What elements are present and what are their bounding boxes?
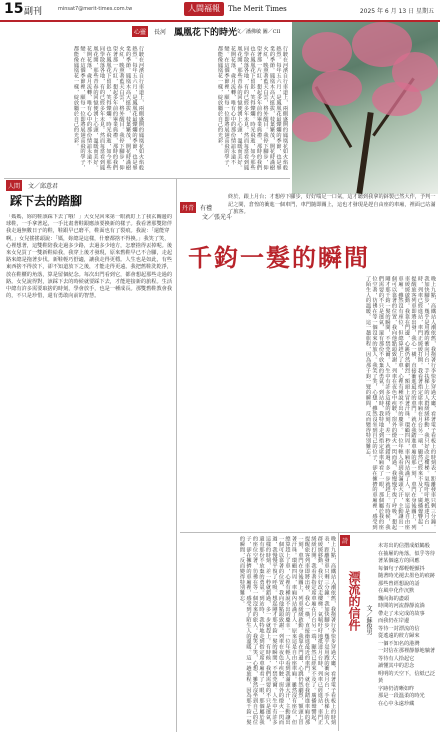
- divider: [4, 178, 290, 179]
- article-1-tag: 心靈: [132, 26, 148, 37]
- divider: [338, 533, 339, 731]
- article-3-title: 千鈞一髮的瞬間: [188, 244, 370, 272]
- article-2-tag: 人間: [6, 180, 22, 191]
- article-4: [340, 535, 436, 731]
- article-3-lead: 終於，跟上月台；才想停下腳步，好好喘足一口氣，這才聽到我拿的鉢製已然大作，予判一記之間，倉惶的衝進一個車門，車門隨即關上，這也才發現是趕自由座的車廂，裡面已站滿了旅客。: [228, 194, 436, 215]
- page-number: 15: [4, 1, 24, 17]
- article-4-poem: 未寄出的信摺成紙鶴般 在抽屜的角落，似乎等待著某個遠方的回應 每個句子都輕輕顫抖 隨著時光褪去墨色的痕跡 那些曾經想說的話 在風中化作沉默 飄向海的盡頭 時間的河流靜靜流淌 帶走了未完成的故事 而我仍在岸邊 等待一封漂流的信 從遙遠的彼方歸來 一個不知名的港灣 一封信在那裡靜靜地躺著 等待有人拾起它 讀懂其中的思念 明明的天空下，信紙已泛黃 字跡仍清晰如昨 那是一段溫柔的時光 在心中永遠珍藏: [378, 543, 436, 707]
- article-2-author: 文／邱意君: [28, 183, 59, 190]
- english-name: The Merit Times: [228, 5, 287, 13]
- article-2-title: 踩下去的踏腳: [10, 194, 83, 208]
- article-3-tag: 丹青: [180, 202, 196, 213]
- article-4-tag: 詩: [340, 535, 350, 546]
- blossom-photo: [292, 22, 438, 194]
- contact-email[interactable]: minsat7@merit-times.com.tw: [58, 6, 133, 12]
- article-1-title: 鳳凰花下的時光: [174, 28, 238, 38]
- article-4-author: 文／蘇俊男: [365, 605, 372, 635]
- article-2-header: [4, 180, 154, 208]
- article-1-body-cont: 行駛在河濱自行車道上，兩側盛開的鳳凰花如火焰般熱烈。每年五六月，是鳳凰花最燦爛的季節，也是畢業的季節。鳳凰木高大挺拔，枝葉繁茂，開花時滿樹火紅，映照著藍天白雲，格外醒目。我停下腳步，仰望著那一片紅，想起多年前的畢業典禮，那時的我們也在鳳凰花下留影，笑得燦爛。時光飛逝，如今那些同學散落各地，有的已經多年未見。然而每當看到鳳凰花開，那些青春的回憶便湧上心頭，溫暖而美好。花開花落，歲月流轉，唯有心中的那份情誼永遠不變。在這個季節裡，願每一位即將展翅高飛的學子，都能像鳳凰花一樣，綻放屬於自己的光彩。: [73, 46, 144, 171]
- issue-date: 2025 年 6 月 13 日 星期五: [359, 8, 434, 15]
- page-header: [0, 0, 440, 22]
- article-1-body: 行駛在河濱自行車道上，兩側盛開的鳳凰花如火焰般熱烈。每年五六月，是鳳凰花最燦爛的季節，也是畢業的季節。鳳凰木高大挺拔，枝葉繁茂，開花時滿樹火紅，映照著藍天白雲，格外醒目。我停下腳步，仰望著那一片紅，想起多年前的畢業典禮，那時的我們也在鳳凰花下留影，笑得燦爛。時光飛逝，如今那些同學散落各地，有的已經多年未見。然而每當看到鳳凰花開，那些青春的回憶便湧上心頭，溫暖而美好。花開花落，歲月流轉，唯有心中的那份情誼永遠不變。在這個季節裡，願每一位即將展翅高飛的學子，都能像鳳凰花一樣，綻放屬於自己的光彩。: [217, 46, 288, 171]
- article-3-body: 晚上九點，高鐵站人潮依舊，我拖著行李快步穿過大廳，看著電子看板上的時刻表，距離發車只剩三分鐘。我加快腳步，幾乎是用跑的衝向月台，手扶梯上的人群緩緩移動，我只好改走樓梯。氣喘吁吁地抵達月台時，列車已經進站，車門正緩緩打開。我看著指定席車廂在月台另一端，顯然已經來不及了。廣播聲響起，提醒旅客列車即將出發，我心一橫，直接衝進最近的車門。就在我踏進車廂的那一刻，車門在身後關上，列車緩緩啟動。我靠在門邊，心跳仍然劇烈，額頭上冒著汗珠。環顧四周，車廂內站滿了人，原來這是自由座車廂。雖然沒有座位，但總算趕上了車，心裡有種說不出的慶幸。一位年輕人看到我滿頭大汗，主動讓出一個可以靠著的位置，我向他點頭致謝。列車在夜色中疾駛，窗外的燈火一閃而過，我慢慢平復了呼吸。想起剛才那千鈞一髮的瞬間，不禁莞爾。人生中有許多這樣的時刻，差一秒就錯過，多一步就趕上。有時候，我們需要的不只是運氣，還有那份不放棄的勇氣。到站時，我特地走到指定席車廂看了一眼，那個屬於我的座位空著，彷彿在等一個沒來的旅人。我笑了笑，心想，雖然沒坐到自己的位子，卻在擁擠的車廂裡，感受到了陌生人的溫暖。這一趟旅程，因為那千鈞一髮的瞬間，反而變得特別難忘。: [365, 276, 436, 530]
- article-2-body: 「媽媽，妳的鞋該踩下去了哦！」大女兒回來第一眼就盯上了我玄關邊的球鞋，一手拿著起，一手比畫著鞋跟應該要換新的樣子。我看著那雙陪伴我走過無數日子的鞋，鞋跟早已磨平，鞋面也有了裂痕。我說：「還能穿啊。」女兒搖搖頭說：「媽，妳總是這樣，什麼都捨不得換。」我笑了笑，心裡想著，這雙鞋陪我走過多少路，去過多少地方，怎麼捨得丟掉呢。後來女兒買了一雙新鞋給我，我穿上後才發現，原來舊鞋早已不合腳，走起路來總是拖著步伐。新鞋輕巧舒適，讓我走得更穩。人生也是如此，有些東西捨不得放下，卻不知道放下之後，才能走得更遠。我把舊鞋洗乾淨，放在鞋櫃的角落，算是留個紀念。每次出門看到它，都會想起那些走過的路。女兒說得對，該踩下去的時候就要踩下去，才能迎接新的旅程。生活中總有許多需要取捨的時刻，學會放手，也是一種成長。那雙舊鞋教會我的，不只是珍惜，還有勇敢向前的智慧。: [6, 214, 172, 300]
- article-1-author: 文／潘佛敏 圖／CII: [236, 29, 281, 35]
- article-3-author: 文／張光斗: [202, 214, 233, 221]
- article-3-kicker: 有禮: [200, 205, 213, 212]
- article-1-header: [4, 24, 292, 44]
- article-4-title: 漂流的信件: [347, 571, 361, 631]
- newspaper-logo: 人間福報: [184, 2, 224, 16]
- article-1-column: 長河: [154, 29, 167, 36]
- divider: [176, 178, 177, 732]
- section-name: 副刊: [24, 7, 43, 17]
- divider: [180, 532, 436, 533]
- article-3-body-cont: 晚上九點，高鐵站人潮依舊，我拖著行李快步穿過大廳，看著電子看板上的時刻表，距離發車只剩三分鐘。我加快腳步，幾乎是用跑的衝向月台，手扶梯上的人群緩緩移動，我只好改走樓梯。氣喘吁吁地抵達月台時，列車已經進站，車門正緩緩打開。我看著指定席車廂在月台另一端，顯然已經來不及了。廣播聲響起，提醒旅客列車即將出發，我心一橫，直接衝進最近的車門。就在我踏進車廂的那一刻，車門在身後關上，列車緩緩啟動。我靠在門邊，心跳仍然劇烈，額頭上冒著汗珠。環顧四周，車廂內站滿了人，原來這是自由座車廂。雖然沒有座位，但總算趕上了車，心裡有種說不出的慶幸。一位年輕人看到我滿頭大汗，主動讓出一個可以靠著的位置，我向他點頭致謝。列車在夜色中疾駛，窗外的燈火一閃而過，我慢慢平復了呼吸。想起剛才那千鈞一髮的瞬間，不禁莞爾。人生中有許多這樣的時刻，差一秒就錯過，多一步就趕上。有時候，我們需要的不只是運氣，還有那份不放棄的勇氣。到站時，我特地走到指定席車廂看了一眼，那個屬於我的座位空著，彷彿在等一個沒來的旅人。我笑了笑，心想，雖然沒坐到自己的位子，卻在擁擠的車廂裡，感受到了陌生人的溫暖。這一趟旅程，因為那千鈞一髮的瞬間，反而變得特別難忘。: [239, 536, 336, 725]
